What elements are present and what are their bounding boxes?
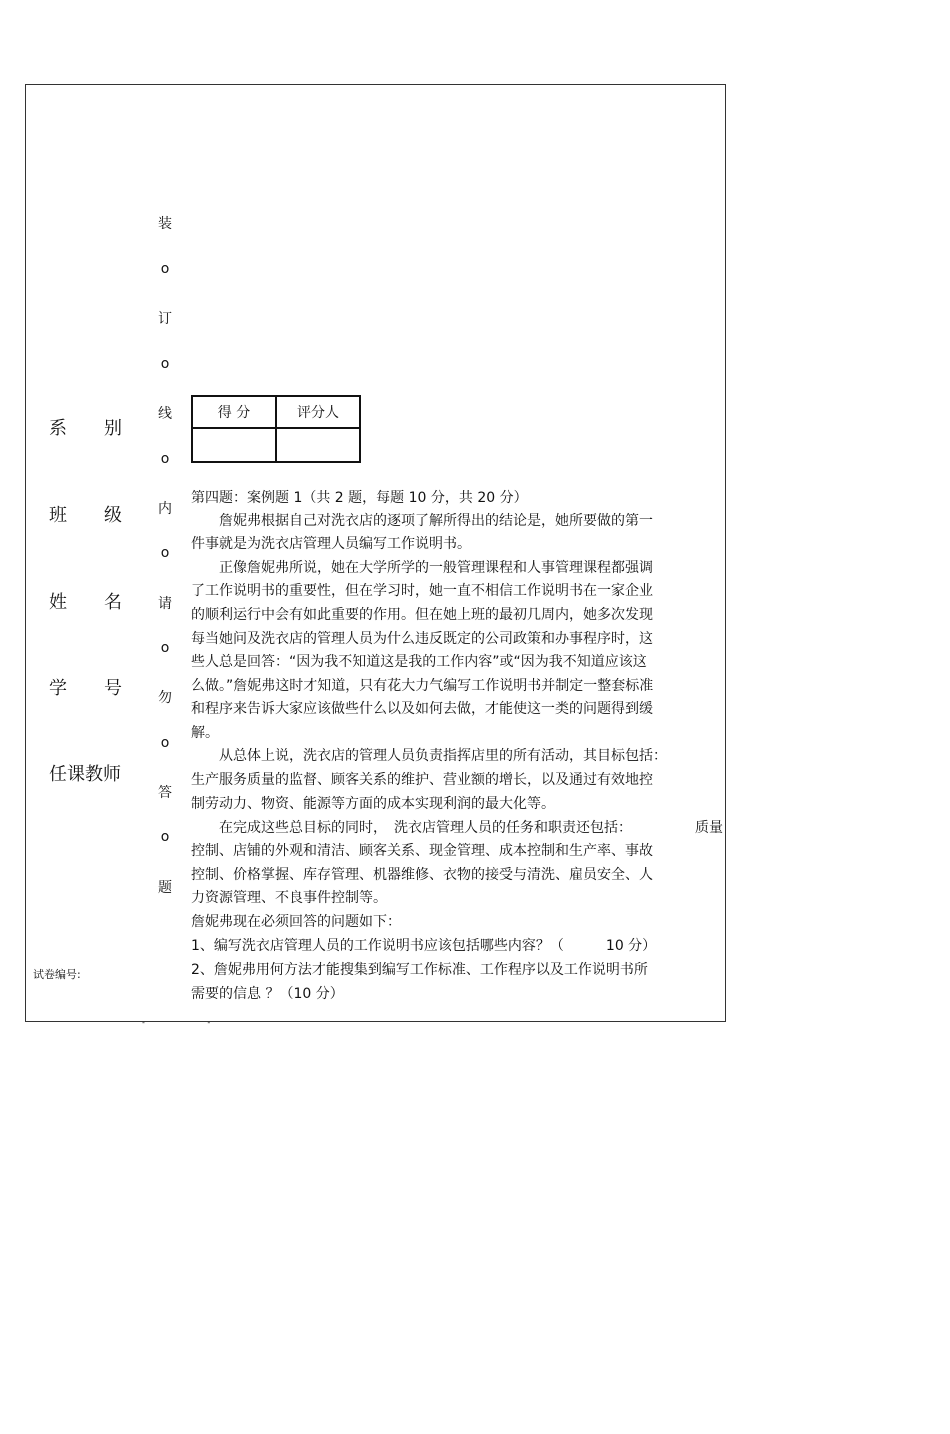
body-line: 的顺利运行中会有如此重要的作用。但在她上班的最初几周内，她多次发现 xyxy=(191,607,653,623)
seal-char: 请 xyxy=(158,596,172,612)
score-header: 得 分 xyxy=(192,396,276,428)
seal-char: o xyxy=(160,451,170,467)
body-line: 些人总是回答：“因为我不知道这是我的工作内容”或“因为我不知道应该这 xyxy=(191,654,647,670)
body-line: 控制、店铺的外观和清洁、顾客关系、现金管理、成本控制和生产率、事故 xyxy=(191,843,653,859)
seal-char: o xyxy=(160,735,170,751)
seal-char: o xyxy=(160,356,170,372)
body-line: 控制、价格掌握、库存管理、机器维修、衣物的接受与清洗、雇员安全、人 xyxy=(191,867,653,883)
question-item: 需要的信息 ？（10 分） xyxy=(191,986,344,1002)
body-line: 在完成这些总目标的同时， 洗衣店管理人员的任务和职责还包括： 质量 xyxy=(191,820,723,836)
question-item: 1、编写洗衣店管理人员的工作说明书应该包括哪些内容？（ 10 分） xyxy=(191,938,657,954)
seal-char: 线 xyxy=(158,406,172,422)
seal-char: 装 xyxy=(158,216,172,232)
body-line: 从总体上说，洗衣店的管理人员负责指挥店里的所有活动，其目标包括： xyxy=(191,748,667,764)
label-teacher: 任课教师 xyxy=(49,764,121,785)
seal-char: 订 xyxy=(158,311,172,327)
score-cell[interactable] xyxy=(192,428,276,462)
seal-char: o xyxy=(160,545,170,561)
grader-cell[interactable] xyxy=(276,428,360,462)
body-line: 正像詹妮弗所说，她在大学所学的一般管理课程和人事管理课程都强调 xyxy=(191,560,653,576)
body-line: 詹妮弗现在必须回答的问题如下： xyxy=(191,914,401,930)
seal-char: 答 xyxy=(158,785,172,801)
question-title: 第四题：案例题 1（共 2 题，每题 10 分，共 20 分） xyxy=(191,490,528,506)
seal-char: 题 xyxy=(158,880,172,896)
body-line: 制劳动力、物资、能源等方面的成本实现利润的最大化等。 xyxy=(191,796,555,812)
seal-char: 勿 xyxy=(158,690,172,706)
body-line: 生产服务质量的监督、顾客关系的维护、营业额的增长，以及通过有效地控 xyxy=(191,772,653,788)
seal-char: o xyxy=(160,640,170,656)
score-table xyxy=(191,395,361,463)
body-line: 件事就是为洗衣店管理人员编写工作说明书。 xyxy=(191,536,471,552)
body-line: 和程序来告诉大家应该做些什么以及如何去做，才能使这一类的问题得到缓 xyxy=(191,701,653,717)
body-line: 了工作说明书的重要性，但在学习时，她一直不相信工作说明书在一家企业 xyxy=(191,583,653,599)
body-line: 么做。”詹妮弗这时才知道，只有花大力气编写工作说明书并制定一整套标准 xyxy=(191,678,654,694)
body-line: 力资源管理、不良事件控制等。 xyxy=(191,890,387,906)
body-line: 解。 xyxy=(191,725,219,741)
body-line: 每当她问及洗衣店的管理人员为什么违反既定的公司政策和办事程序时，这 xyxy=(191,631,653,647)
seal-char: o xyxy=(160,829,170,845)
seal-char: 内 xyxy=(158,501,172,517)
question-item: 2、詹妮弗用何方法才能搜集到编写工作标准、工作程序以及工作说明书所 xyxy=(191,962,648,978)
exam-number-label: 试卷编号: xyxy=(33,968,81,981)
seal-char: o xyxy=(160,261,170,277)
body-line: 詹妮弗根据自己对洗衣店的逐项了解所得出的结论是，她所要做的第一 xyxy=(191,513,653,529)
grader-header: 评分人 xyxy=(276,396,360,428)
bottom-marks: - - xyxy=(142,1018,241,1027)
